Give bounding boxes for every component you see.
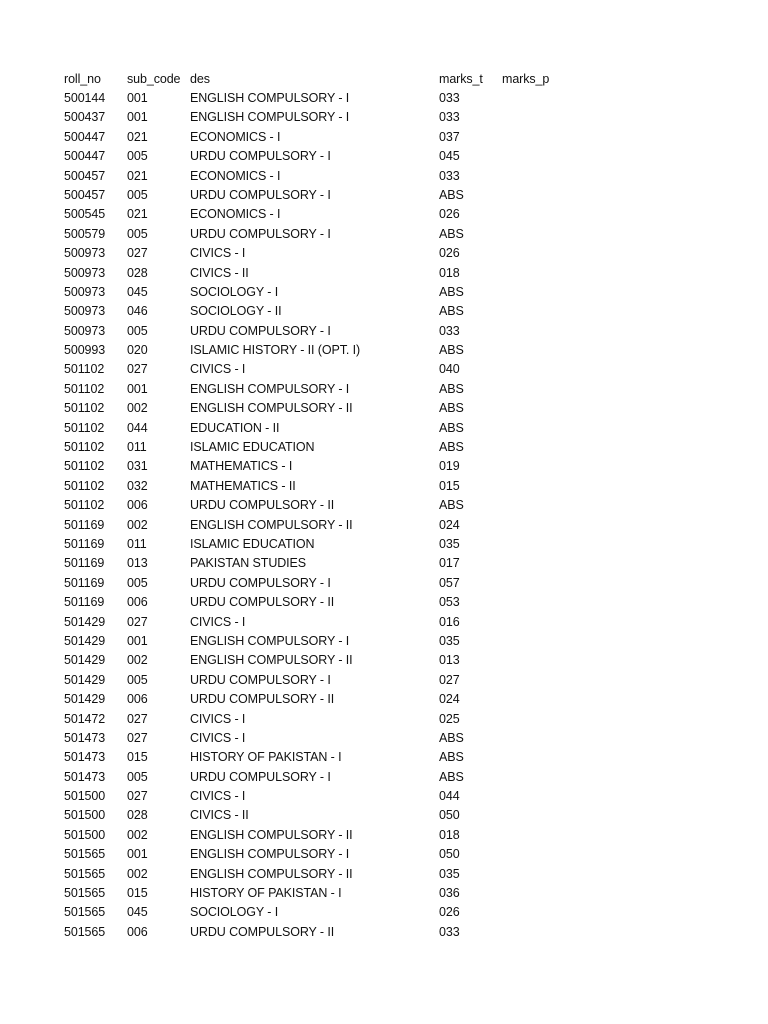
cell-marks-t: 044 <box>439 789 460 804</box>
cell-marks-p <box>502 690 562 709</box>
cell-des: SOCIOLOGY - I <box>190 905 279 920</box>
cell-roll-no: 501473 <box>64 769 106 784</box>
cell-marks-p <box>502 884 562 903</box>
cell-des: CIVICS - I <box>190 789 246 804</box>
cell-marks-t: 050 <box>439 847 460 862</box>
cell-roll-no: 501102 <box>64 478 105 493</box>
header-marks-t: marks_t <box>439 72 483 86</box>
cell-marks-t: 050 <box>439 808 460 823</box>
cell-marks-p <box>502 865 562 884</box>
cell-des: ISLAMIC EDUCATION <box>190 440 315 455</box>
cell-marks-t: 017 <box>439 556 460 571</box>
cell-roll-no: 501500 <box>64 827 106 842</box>
cell-roll-no: 501169 <box>64 517 105 532</box>
table-row <box>64 690 562 709</box>
cell-roll-no: 500973 <box>64 304 106 319</box>
cell-marks-p <box>502 574 562 593</box>
cell-marks-p <box>502 264 562 283</box>
cell-marks-t: 013 <box>439 653 460 668</box>
cell-des: URDU COMPULSORY - II <box>190 498 335 513</box>
cell-sub-code: 046 <box>127 304 148 319</box>
table-row <box>64 671 562 690</box>
table-row <box>64 535 562 554</box>
cell-marks-t: ABS <box>439 381 464 396</box>
cell-des: ENGLISH COMPULSORY - I <box>190 847 350 862</box>
cell-marks-p <box>502 283 562 302</box>
cell-sub-code: 005 <box>127 323 148 338</box>
cell-marks-t: 036 <box>439 886 460 901</box>
cell-marks-t: 035 <box>439 633 460 648</box>
cell-des: MATHEMATICS - II <box>190 478 296 493</box>
cell-sub-code: 011 <box>127 440 147 455</box>
cell-marks-t: ABS <box>439 304 464 319</box>
table-row <box>64 167 562 186</box>
cell-marks-t: 045 <box>439 149 460 164</box>
cell-sub-code: 006 <box>127 924 148 939</box>
table-row <box>64 205 562 224</box>
cell-marks-p <box>502 302 562 321</box>
cell-marks-t: 033 <box>439 110 460 125</box>
table-row <box>64 457 562 476</box>
cell-sub-code: 005 <box>127 187 148 202</box>
cell-roll-no: 500447 <box>64 149 106 164</box>
cell-marks-p <box>502 205 562 224</box>
cell-sub-code: 002 <box>127 517 148 532</box>
cell-des: URDU COMPULSORY - I <box>190 187 331 202</box>
cell-sub-code: 045 <box>127 284 148 299</box>
header-sub-code: sub_code <box>127 72 181 86</box>
cell-roll-no: 501565 <box>64 886 106 901</box>
cell-roll-no: 501565 <box>64 924 106 939</box>
cell-marks-p <box>502 496 562 515</box>
cell-marks-p <box>502 128 562 147</box>
cell-roll-no: 501169 <box>64 536 105 551</box>
cell-sub-code: 021 <box>127 207 148 222</box>
cell-marks-p <box>502 806 562 825</box>
cell-roll-no: 501429 <box>64 614 106 629</box>
cell-sub-code: 021 <box>127 129 148 144</box>
table-row <box>64 826 562 845</box>
cell-des: CIVICS - II <box>190 265 249 280</box>
cell-des: HISTORY OF PAKISTAN - I <box>190 886 342 901</box>
table-row <box>64 768 562 787</box>
cell-marks-p <box>502 147 562 166</box>
cell-sub-code: 027 <box>127 711 148 726</box>
cell-sub-code: 005 <box>127 226 148 241</box>
table-row <box>64 225 562 244</box>
cell-marks-t: ABS <box>439 420 464 435</box>
table-row <box>64 89 562 108</box>
table-row <box>64 419 562 438</box>
cell-sub-code: 002 <box>127 653 148 668</box>
table-row <box>64 496 562 515</box>
cell-marks-p <box>502 516 562 535</box>
table-row <box>64 516 562 535</box>
cell-roll-no: 501102 <box>64 420 105 435</box>
cell-roll-no: 501429 <box>64 672 106 687</box>
cell-roll-no: 501429 <box>64 653 106 668</box>
cell-sub-code: 020 <box>127 343 148 358</box>
table-row <box>64 884 562 903</box>
cell-des: URDU COMPULSORY - I <box>190 323 331 338</box>
cell-marks-t: 035 <box>439 866 460 881</box>
cell-marks-p <box>502 457 562 476</box>
cell-sub-code: 002 <box>127 827 148 842</box>
cell-des: ENGLISH COMPULSORY - I <box>190 110 350 125</box>
cell-des: ISLAMIC EDUCATION <box>190 536 315 551</box>
table-row <box>64 264 562 283</box>
cell-marks-t: 033 <box>439 168 460 183</box>
cell-marks-p <box>502 613 562 632</box>
cell-sub-code: 027 <box>127 362 148 377</box>
cell-des: URDU COMPULSORY - II <box>190 924 335 939</box>
cell-sub-code: 028 <box>127 265 148 280</box>
header-marks-p: marks_p <box>502 72 550 86</box>
cell-marks-t: 018 <box>439 265 460 280</box>
cell-sub-code: 006 <box>127 692 148 707</box>
cell-des: ECONOMICS - I <box>190 207 281 222</box>
cell-roll-no: 500973 <box>64 246 106 261</box>
cell-des: ENGLISH COMPULSORY - I <box>190 633 350 648</box>
cell-des: ENGLISH COMPULSORY - I <box>190 381 350 396</box>
cell-marks-t: 015 <box>439 478 460 493</box>
cell-marks-t: 040 <box>439 362 460 377</box>
cell-des: ENGLISH COMPULSORY - II <box>190 517 353 532</box>
cell-roll-no: 501102 <box>64 381 105 396</box>
cell-roll-no: 501102 <box>64 362 105 377</box>
cell-roll-no: 501102 <box>64 498 105 513</box>
cell-roll-no: 500447 <box>64 129 106 144</box>
header-des: des <box>190 72 210 86</box>
cell-marks-t: ABS <box>439 343 464 358</box>
cell-roll-no: 500579 <box>64 226 106 241</box>
table-row <box>64 845 562 864</box>
cell-marks-p <box>502 671 562 690</box>
table-header-row <box>64 69 562 89</box>
table-row <box>64 729 562 748</box>
cell-des: CIVICS - I <box>190 730 246 745</box>
cell-marks-t: 053 <box>439 595 460 610</box>
cell-des: URDU COMPULSORY - I <box>190 769 331 784</box>
cell-marks-t: 026 <box>439 207 460 222</box>
cell-marks-t: 024 <box>439 517 460 532</box>
table-row <box>64 593 562 612</box>
cell-marks-p <box>502 923 562 942</box>
cell-des: EDUCATION - II <box>190 420 280 435</box>
cell-roll-no: 501169 <box>64 575 105 590</box>
cell-roll-no: 501565 <box>64 905 106 920</box>
cell-marks-t: 033 <box>439 924 460 939</box>
cell-sub-code: 028 <box>127 808 148 823</box>
table-row <box>64 438 562 457</box>
cell-des: ENGLISH COMPULSORY - II <box>190 866 353 881</box>
results-table <box>64 69 562 942</box>
cell-sub-code: 006 <box>127 595 148 610</box>
cell-marks-p <box>502 768 562 787</box>
cell-marks-p <box>502 108 562 127</box>
cell-roll-no: 500437 <box>64 110 106 125</box>
cell-des: URDU COMPULSORY - I <box>190 226 331 241</box>
cell-des: ENGLISH COMPULSORY - II <box>190 653 353 668</box>
table-row <box>64 613 562 632</box>
cell-marks-p <box>502 826 562 845</box>
table-row <box>64 554 562 573</box>
cell-marks-t: ABS <box>439 401 464 416</box>
cell-des: CIVICS - I <box>190 246 246 261</box>
table-row <box>64 283 562 302</box>
cell-marks-p <box>502 535 562 554</box>
table-row <box>64 651 562 670</box>
cell-sub-code: 001 <box>127 381 148 396</box>
table-row <box>64 322 562 341</box>
table-row <box>64 806 562 825</box>
cell-des: ENGLISH COMPULSORY - II <box>190 401 353 416</box>
cell-sub-code: 001 <box>127 633 148 648</box>
cell-roll-no: 501102 <box>64 401 105 416</box>
table-row <box>64 923 562 942</box>
table-body <box>64 89 562 942</box>
cell-sub-code: 015 <box>127 886 148 901</box>
table-row <box>64 399 562 418</box>
cell-marks-p <box>502 322 562 341</box>
cell-roll-no: 500973 <box>64 284 106 299</box>
cell-roll-no: 500457 <box>64 168 106 183</box>
cell-marks-t: 016 <box>439 614 460 629</box>
cell-des: CIVICS - I <box>190 711 246 726</box>
cell-roll-no: 501472 <box>64 711 106 726</box>
cell-marks-p <box>502 903 562 922</box>
cell-roll-no: 501169 <box>64 556 105 571</box>
cell-des: CIVICS - I <box>190 614 246 629</box>
table-row <box>64 380 562 399</box>
cell-marks-p <box>502 632 562 651</box>
cell-sub-code: 044 <box>127 420 148 435</box>
cell-sub-code: 005 <box>127 672 148 687</box>
cell-sub-code: 005 <box>127 575 148 590</box>
cell-roll-no: 501102 <box>64 440 105 455</box>
table-row <box>64 710 562 729</box>
cell-marks-t: 026 <box>439 905 460 920</box>
cell-marks-p <box>502 419 562 438</box>
cell-marks-t: 033 <box>439 91 460 105</box>
cell-sub-code: 005 <box>127 769 148 784</box>
cell-des: URDU COMPULSORY - II <box>190 595 335 610</box>
cell-roll-no: 501500 <box>64 808 106 823</box>
cell-sub-code: 015 <box>127 750 148 765</box>
cell-marks-p <box>502 244 562 263</box>
cell-marks-p <box>502 438 562 457</box>
table-row <box>64 865 562 884</box>
cell-marks-p <box>502 341 562 360</box>
cell-marks-p <box>502 89 562 108</box>
cell-marks-t: 037 <box>439 129 460 144</box>
cell-des: URDU COMPULSORY - I <box>190 575 331 590</box>
cell-marks-t: 057 <box>439 575 460 590</box>
cell-marks-p <box>502 186 562 205</box>
table-row <box>64 632 562 651</box>
cell-sub-code: 005 <box>127 149 148 164</box>
cell-des: URDU COMPULSORY - II <box>190 692 335 707</box>
cell-marks-p <box>502 225 562 244</box>
cell-roll-no: 500545 <box>64 207 106 222</box>
cell-des: SOCIOLOGY - II <box>190 304 282 319</box>
cell-des: HISTORY OF PAKISTAN - I <box>190 750 342 765</box>
table-row <box>64 903 562 922</box>
cell-sub-code: 027 <box>127 246 148 261</box>
table-row <box>64 302 562 321</box>
cell-marks-t: ABS <box>439 769 464 784</box>
cell-marks-t: 024 <box>439 692 460 707</box>
cell-marks-t: 019 <box>439 459 460 474</box>
cell-des: CIVICS - I <box>190 362 246 377</box>
cell-des: URDU COMPULSORY - I <box>190 672 331 687</box>
cell-marks-p <box>502 360 562 379</box>
cell-marks-t: ABS <box>439 226 464 241</box>
cell-marks-t: 035 <box>439 536 460 551</box>
cell-roll-no: 501102 <box>64 459 105 474</box>
cell-sub-code: 027 <box>127 730 148 745</box>
cell-marks-p <box>502 748 562 767</box>
cell-sub-code: 011 <box>127 536 147 551</box>
cell-des: PAKISTAN STUDIES <box>190 556 307 571</box>
header-roll-no: roll_no <box>64 72 101 86</box>
table-row <box>64 574 562 593</box>
cell-marks-p <box>502 554 562 573</box>
cell-roll-no: 501500 <box>64 789 106 804</box>
cell-sub-code: 013 <box>127 556 148 571</box>
cell-marks-p <box>502 845 562 864</box>
cell-des: CIVICS - II <box>190 808 249 823</box>
cell-marks-p <box>502 380 562 399</box>
cell-roll-no: 500993 <box>64 343 106 358</box>
cell-des: ISLAMIC HISTORY - II (OPT. I) <box>190 343 361 358</box>
table-row <box>64 244 562 263</box>
table-row <box>64 360 562 379</box>
cell-marks-p <box>502 787 562 806</box>
cell-marks-p <box>502 167 562 186</box>
cell-sub-code: 027 <box>127 614 148 629</box>
cell-roll-no: 501429 <box>64 633 106 648</box>
cell-sub-code: 001 <box>127 91 148 105</box>
cell-des: MATHEMATICS - I <box>190 459 293 474</box>
cell-roll-no: 501429 <box>64 692 106 707</box>
cell-roll-no: 501473 <box>64 730 106 745</box>
cell-marks-t: ABS <box>439 187 464 202</box>
cell-sub-code: 045 <box>127 905 148 920</box>
table-row <box>64 186 562 205</box>
cell-des: ENGLISH COMPULSORY - II <box>190 827 353 842</box>
cell-roll-no: 500973 <box>64 323 106 338</box>
table-row <box>64 108 562 127</box>
cell-marks-t: 025 <box>439 711 460 726</box>
cell-marks-t: 018 <box>439 827 460 842</box>
cell-sub-code: 032 <box>127 478 148 493</box>
cell-marks-t: 026 <box>439 246 460 261</box>
cell-roll-no: 500973 <box>64 265 106 280</box>
cell-roll-no: 501169 <box>64 595 105 610</box>
cell-marks-t: ABS <box>439 730 464 745</box>
cell-marks-p <box>502 729 562 748</box>
cell-roll-no: 501565 <box>64 847 106 862</box>
cell-marks-t: ABS <box>439 498 464 513</box>
cell-sub-code: 002 <box>127 866 148 881</box>
cell-marks-t: ABS <box>439 440 464 455</box>
cell-marks-p <box>502 399 562 418</box>
table-row <box>64 128 562 147</box>
cell-sub-code: 027 <box>127 789 148 804</box>
cell-marks-t: ABS <box>439 750 464 765</box>
cell-sub-code: 021 <box>127 168 148 183</box>
cell-roll-no: 500457 <box>64 187 106 202</box>
cell-des: URDU COMPULSORY - I <box>190 149 331 164</box>
table-row <box>64 341 562 360</box>
cell-sub-code: 001 <box>127 110 148 125</box>
table-row <box>64 748 562 767</box>
cell-des: ECONOMICS - I <box>190 168 281 183</box>
cell-marks-p <box>502 651 562 670</box>
cell-des: ECONOMICS - I <box>190 129 281 144</box>
cell-marks-p <box>502 710 562 729</box>
cell-marks-p <box>502 477 562 496</box>
cell-sub-code: 002 <box>127 401 148 416</box>
cell-sub-code: 031 <box>127 459 148 474</box>
cell-des: SOCIOLOGY - I <box>190 284 279 299</box>
cell-marks-t: 027 <box>439 672 460 687</box>
cell-roll-no: 501473 <box>64 750 106 765</box>
cell-roll-no: 500144 <box>64 91 106 105</box>
cell-roll-no: 501565 <box>64 866 106 881</box>
cell-des: ENGLISH COMPULSORY - I <box>190 91 350 105</box>
cell-marks-t: 033 <box>439 323 460 338</box>
table-row <box>64 477 562 496</box>
table-row <box>64 147 562 166</box>
cell-marks-p <box>502 593 562 612</box>
cell-marks-t: ABS <box>439 284 464 299</box>
cell-sub-code: 001 <box>127 847 148 862</box>
cell-sub-code: 006 <box>127 498 148 513</box>
table-row <box>64 787 562 806</box>
